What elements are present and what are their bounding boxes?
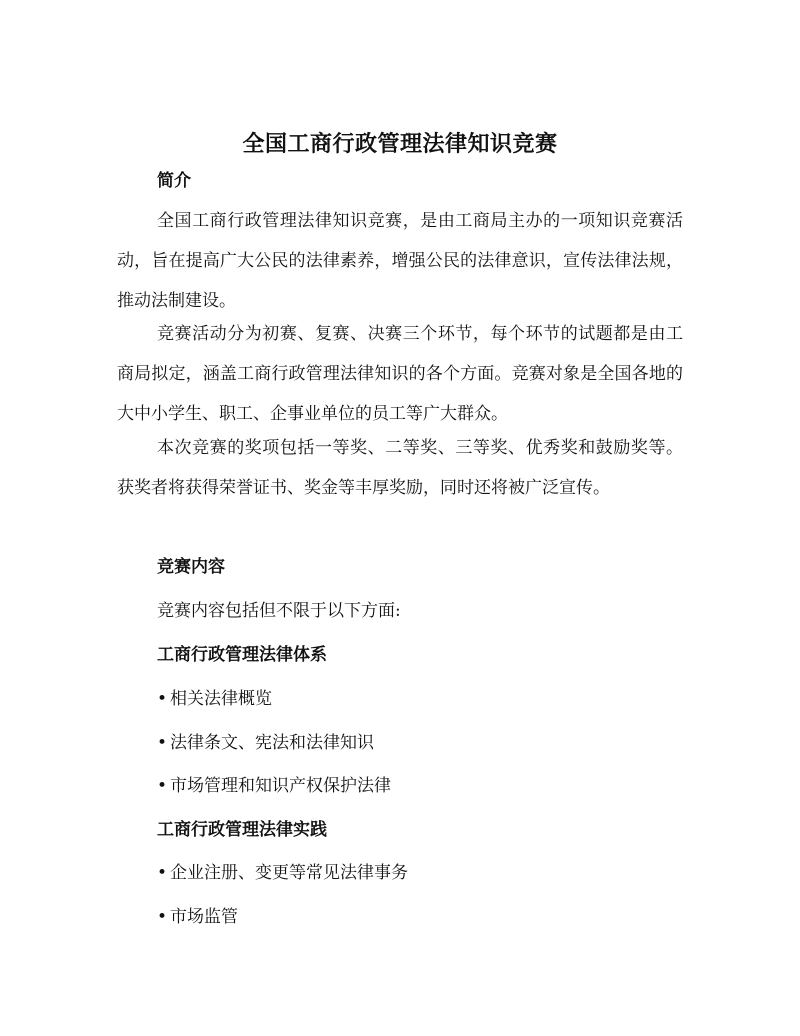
section-heading-legal-practice: 工商行政管理法律实践 bbox=[157, 820, 327, 840]
list-item bbox=[157, 771, 391, 796]
bullet-icon: • bbox=[157, 907, 168, 927]
intro-paragraph-2: 竞赛活动分为初赛、复赛、决赛三个环节，每个环节的试题都是由工商局拟定，涵盖工商行政管理法律知识的各个方面。竞赛对象是全国各地的大中小学生、职工、企事业单位的员工等广大群众。 bbox=[117, 324, 683, 424]
list-item bbox=[157, 902, 238, 927]
bullet-icon: • bbox=[157, 776, 168, 796]
section-heading-legal-system: 工商行政管理法律体系 bbox=[157, 645, 327, 665]
content-heading: 竞赛内容 bbox=[157, 557, 225, 577]
list-item-label: 市场管理和知识产权保护法律 bbox=[170, 776, 392, 796]
bullet-icon: • bbox=[157, 733, 168, 753]
intro-heading: 简介 bbox=[157, 171, 191, 191]
list-item-label: 市场监管 bbox=[170, 907, 239, 927]
page-title: 全国工商行政管理法律知识竞赛 bbox=[242, 131, 558, 157]
list-item bbox=[157, 728, 374, 753]
list-item-label: 法律条文、宪法和法律知识 bbox=[170, 733, 375, 753]
intro-paragraph-1: 全国工商行政管理法律知识竞赛，是由工商局主办的一项知识竞赛活动，旨在提高广大公民的法律素养，增强公民的法律意识，宣传法律法规，推动法制建设。 bbox=[117, 211, 683, 311]
bullet-icon: • bbox=[157, 689, 168, 709]
bullet-icon: • bbox=[157, 863, 168, 883]
list-item bbox=[157, 684, 272, 709]
list-item-label: 相关法律概览 bbox=[170, 689, 273, 709]
intro-paragraph-3: 本次竞赛的奖项包括一等奖、二等奖、三等奖、优秀奖和鼓励奖等。获奖者将获得荣誉证书、奖金等丰厚奖励，同时还将被广泛宣传。 bbox=[117, 438, 683, 498]
list-item-label: 企业注册、变更等常见法律事务 bbox=[170, 863, 409, 883]
content-intro: 竞赛内容包括但不限于以下方面: bbox=[157, 601, 401, 621]
list-item bbox=[157, 858, 408, 883]
